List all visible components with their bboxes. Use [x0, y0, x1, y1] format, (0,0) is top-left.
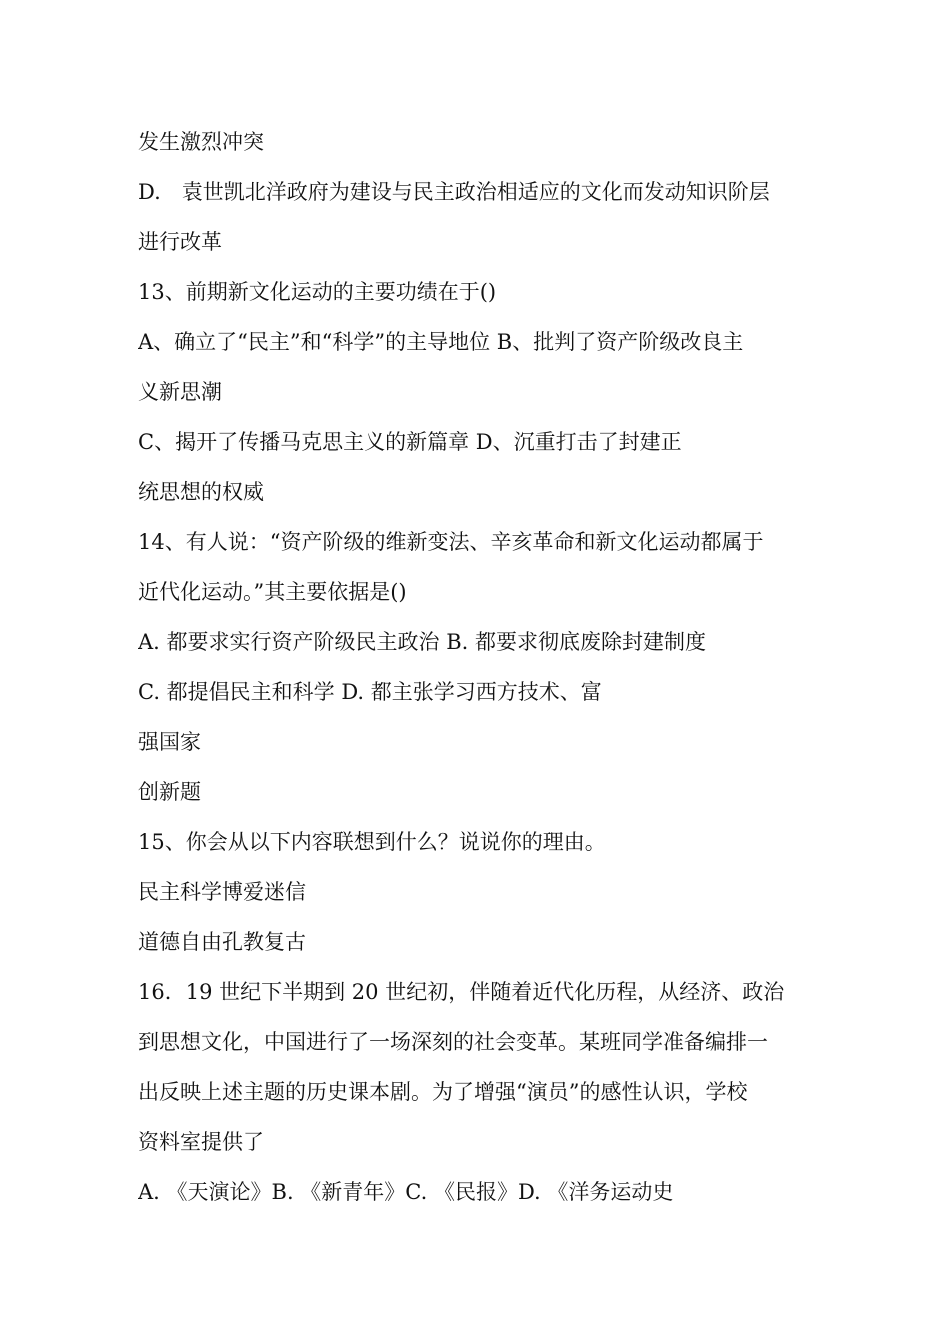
text-line: 发生激烈冲突	[138, 130, 264, 154]
text-line: 强国家	[138, 730, 201, 754]
question-13-options-ab: A、确立了“民主”和“科学”的主导地位 B、批判了资产阶级改良主	[138, 330, 744, 354]
text-line: 到思想文化，中国进行了一场深刻的社会变革。某班同学准备编排一	[138, 1030, 768, 1054]
text-line: 资料室提供了	[138, 1130, 264, 1154]
keyword-row: 民主科学博爱迷信	[138, 880, 306, 904]
question-16-stem: 16．19 世纪下半期到 20 世纪初，伴随着近代化历程，从经济、政治	[138, 980, 785, 1004]
keyword-row: 道德自由孔教复古	[138, 930, 306, 954]
question-14-stem: 14、有人说：“资产阶级的维新变法、辛亥革命和新文化运动都属于	[138, 530, 764, 554]
question-13-stem: 13、前期新文化运动的主要功绩在于()	[138, 280, 497, 304]
text-line: 统思想的权威	[138, 480, 264, 504]
question-14-options-ab: A. 都要求实行资产阶级民主政治 B. 都要求彻底废除封建制度	[138, 630, 706, 654]
text-line: 出反映上述主题的历史课本剧。为了增强“演员”的感性认识，学校	[138, 1080, 748, 1104]
text-line: 义新思潮	[138, 380, 222, 404]
question-16-options: A. 《天演论》B. 《新青年》C. 《民报》D. 《洋务运动史	[138, 1180, 674, 1204]
question-14-options-cd: C. 都提倡民主和科学 D. 都主张学习西方技术、富	[138, 680, 602, 704]
question-15-stem: 15、你会从以下内容联想到什么？说说你的理由。	[138, 830, 606, 854]
text-line: 进行改革	[138, 230, 222, 254]
document-text-body	[138, 117, 828, 1217]
text-line: 近代化运动。”其主要依据是()	[138, 580, 407, 604]
question-13-options-cd: C、揭开了传播马克思主义的新篇章 D、沉重打击了封建正	[138, 430, 682, 454]
text-line: D. 袁世凯北洋政府为建设与民主政治相适应的文化而发动知识阶层	[138, 180, 770, 204]
section-heading: 创新题	[138, 780, 201, 804]
